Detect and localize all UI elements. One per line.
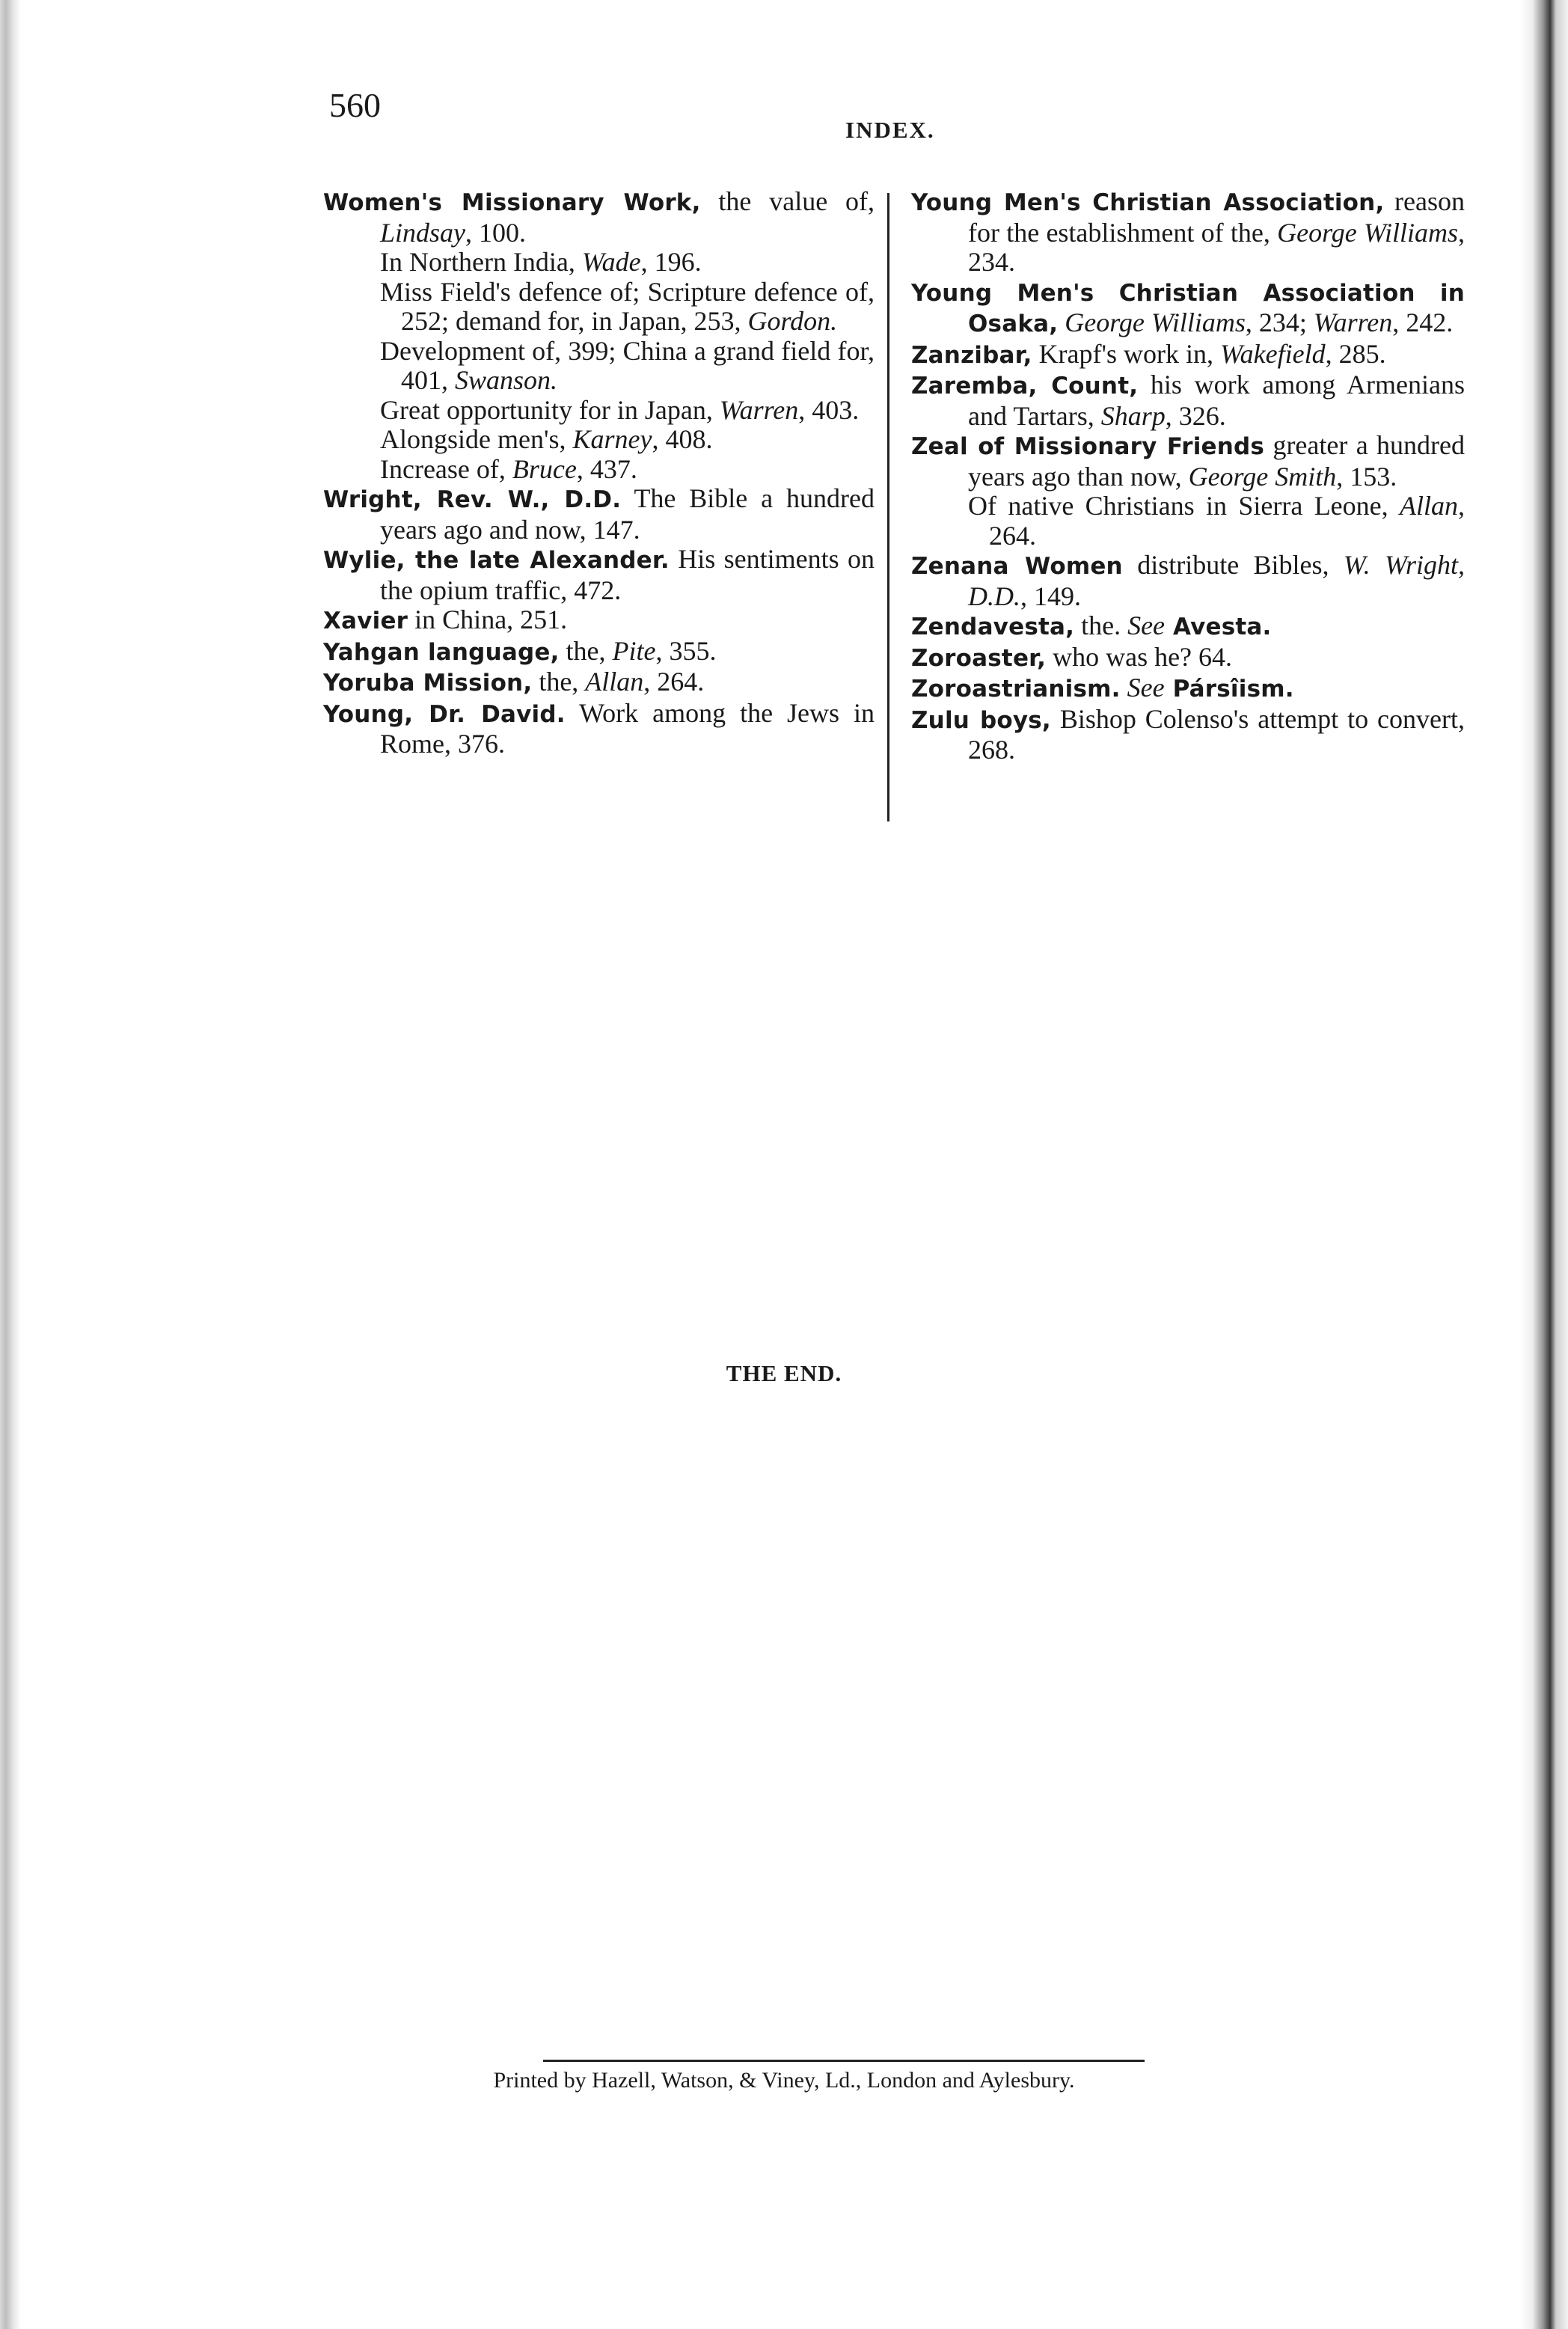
entry-text: In Northern India, xyxy=(380,247,582,277)
footer-rule xyxy=(543,2060,1145,2062)
entry-text: , 403. xyxy=(798,394,860,425)
entry-text: , 242. xyxy=(1392,307,1454,337)
entry-see-reference: See xyxy=(1120,673,1165,703)
entry-text: the. xyxy=(1074,610,1128,640)
entry-text: , 153. xyxy=(1336,461,1397,492)
entry-author: Gordon. xyxy=(747,306,838,336)
entry-author: Allan xyxy=(1400,491,1458,521)
index-subentry xyxy=(323,248,875,278)
entry-text: Of native Christians in Sierra Leone, xyxy=(968,491,1400,521)
index-subentry xyxy=(911,492,1465,551)
index-entry xyxy=(323,699,875,759)
entry-text: Work among the Jews in Rome, 376. xyxy=(380,697,875,759)
index-subentry xyxy=(323,455,875,485)
entry-headword: Yahgan language, xyxy=(323,638,560,666)
index-entry xyxy=(911,431,1465,492)
entry-headword: Zenana Women xyxy=(911,553,1123,580)
entry-text: Bishop Colenso's attempt to convert, 268. xyxy=(968,703,1466,765)
entry-text: , 100. xyxy=(465,217,527,248)
index-entry xyxy=(323,187,875,248)
entry-author: George Smith xyxy=(1188,461,1337,492)
index-entry xyxy=(911,187,1465,278)
entry-author: Wakefield xyxy=(1220,338,1326,369)
entry-text: , 437. xyxy=(576,453,637,484)
entry-author: Warren xyxy=(1313,307,1393,337)
entry-author: Allan xyxy=(585,667,644,697)
index-entry xyxy=(911,551,1465,611)
column-divider xyxy=(887,193,889,821)
index-entry xyxy=(911,278,1465,340)
entry-author: Sharp xyxy=(1100,400,1166,431)
entry-text: , 408. xyxy=(652,424,713,454)
entry-author: W. Wright, D.D. xyxy=(968,550,1465,611)
entry-author: Karney xyxy=(572,424,652,454)
entry-text: His sentiments on the opium traffic, 472. xyxy=(380,544,875,605)
index-right-column xyxy=(911,187,1465,765)
entry-author: Warren xyxy=(719,394,799,425)
entry-text: , 285. xyxy=(1325,338,1386,369)
index-entry xyxy=(323,605,875,637)
index-entry xyxy=(911,643,1465,674)
entry-text: Miss Field's defence of; Scripture defence of, 252; demand for, in Japan, 253, xyxy=(380,276,875,336)
entry-headword: Zoroaster, xyxy=(911,644,1047,672)
entry-author: Wade xyxy=(581,247,641,277)
index-entry xyxy=(323,637,875,668)
printer-imprint: Printed by Hazell, Watson, & Viney, Ld., London and Aylesbury. xyxy=(493,2068,1075,2093)
entry-headword: Zoroastrianism. xyxy=(911,676,1121,703)
entry-text: , 234; xyxy=(1245,307,1314,337)
entry-text: the, xyxy=(559,635,613,666)
index-entry xyxy=(323,484,875,545)
entry-cross-reference: Pársîism. xyxy=(1164,676,1294,703)
index-entry xyxy=(911,705,1465,765)
index-left-column xyxy=(323,187,875,759)
entry-headword: Young Men's Christian Association, xyxy=(911,189,1385,216)
index-entry xyxy=(911,340,1465,371)
entry-headword: Zanzibar, xyxy=(911,341,1032,369)
entry-text: , 264. xyxy=(643,667,705,697)
entry-text: reason for the establishment of the, xyxy=(968,186,1465,248)
index-entry xyxy=(323,545,875,605)
entry-text: the value of, xyxy=(700,186,875,216)
entry-text: , 264. xyxy=(989,491,1465,551)
entry-author: Lindsay xyxy=(380,217,466,248)
the-end-heading: THE END. xyxy=(726,1360,842,1386)
entry-author: Pite xyxy=(612,635,656,666)
entry-headword: Zaremba, Count, xyxy=(911,373,1139,400)
page-number: 560 xyxy=(329,86,381,124)
entry-headword: Wright, Rev. W., D.D. xyxy=(323,486,622,513)
index-entry xyxy=(911,370,1465,431)
entry-text: Great opportunity for in Japan, xyxy=(380,394,720,425)
running-head: INDEX. xyxy=(845,117,935,143)
entry-text: who was he? 64. xyxy=(1046,641,1233,672)
entry-text: Development of, 399; China a grand field for, 401, xyxy=(380,335,875,395)
scan-right-edge xyxy=(1520,0,1568,2329)
entry-text: The Bible a hundred years ago and now, 147. xyxy=(380,483,875,545)
entry-author: George Williams xyxy=(1058,307,1246,337)
entry-headword: Young, Dr. David. xyxy=(323,700,566,728)
index-subentry xyxy=(323,278,875,337)
scan-left-edge xyxy=(0,0,21,2329)
entry-text: , 355. xyxy=(655,635,717,666)
index-subentry xyxy=(323,337,875,396)
entry-author: Swanson. xyxy=(455,365,558,395)
index-subentry xyxy=(323,425,875,455)
entry-headword: Wylie, the late Alexander. xyxy=(323,547,670,574)
entry-text: distribute Bibles, xyxy=(1122,550,1344,580)
entry-headword: Zeal of Missionary Friends xyxy=(911,433,1265,460)
entry-text: , 326. xyxy=(1165,400,1226,431)
entry-text: Krapf's work in, xyxy=(1032,338,1220,369)
entry-text: greater a hundred years ago than now, xyxy=(968,430,1465,492)
entry-headword: Young Men's Christian Association in Osaka, xyxy=(911,279,1465,337)
entry-headword: Zendavesta, xyxy=(911,613,1075,640)
entry-headword: Xavier xyxy=(323,608,408,634)
index-entry xyxy=(911,611,1465,643)
entry-text: the, xyxy=(532,667,586,697)
entry-see-reference: See xyxy=(1127,610,1166,640)
entry-text: , 234. xyxy=(968,217,1465,277)
entry-text: Increase of, xyxy=(380,453,512,484)
entry-author: Bruce xyxy=(512,453,577,484)
entry-text: his work among Armenians and Tartars, xyxy=(968,370,1465,431)
entry-headword: Yoruba Mission, xyxy=(323,670,533,697)
entry-cross-reference: Avesta. xyxy=(1165,613,1272,640)
entry-text: Alongside men's, xyxy=(380,424,573,454)
entry-headword: Zulu boys, xyxy=(911,706,1051,734)
entry-text: , 149. xyxy=(1020,581,1081,611)
entry-text: in China, 251. xyxy=(408,605,568,634)
entry-author: George Williams xyxy=(1277,217,1458,248)
index-entry xyxy=(911,673,1465,705)
index-subentry xyxy=(323,396,875,426)
entry-text: , 196. xyxy=(640,247,702,277)
index-entry xyxy=(323,667,875,699)
entry-headword: Women's Missionary Work, xyxy=(323,189,701,216)
